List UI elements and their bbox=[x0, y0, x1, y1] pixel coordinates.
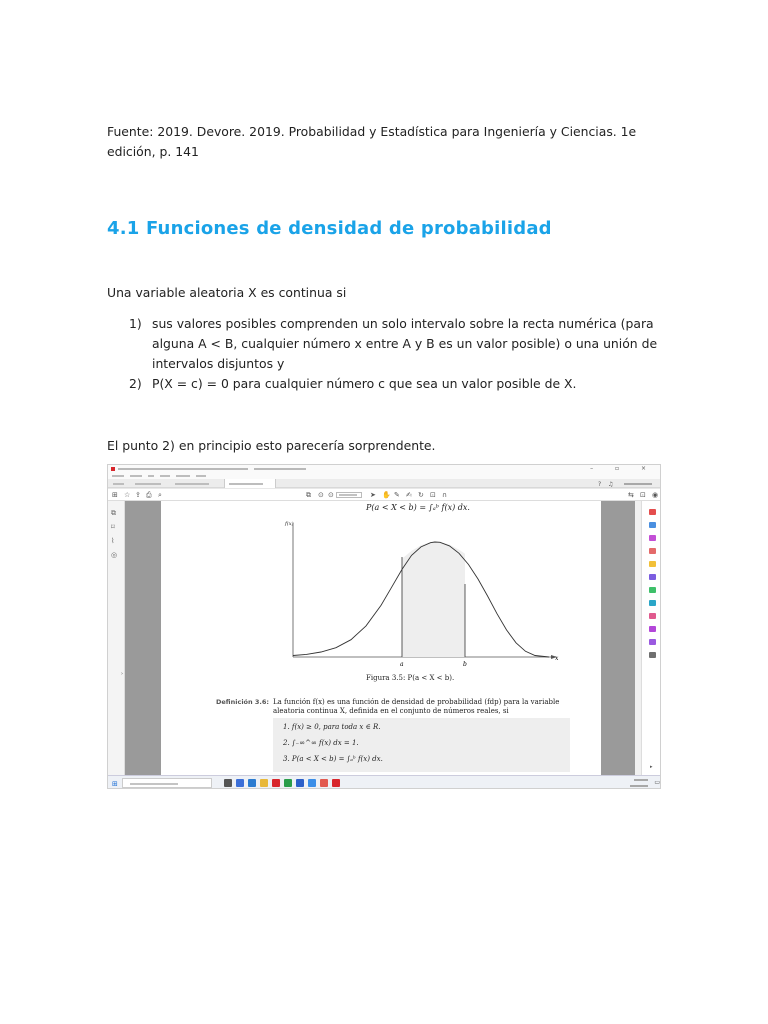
edit-pdf-icon[interactable] bbox=[649, 522, 656, 528]
window-controls[interactable]: – ▫ × bbox=[590, 465, 656, 472]
condition-text: sus valores posibles comprenden un solo intervalo sobre la recta numérica (para alguna A < B, cualquier número x entre A y B es un valor posible) o una unión de intervalos disjuntos y bbox=[152, 316, 658, 371]
collapse-right-icon[interactable]: ▸ bbox=[650, 764, 653, 770]
compress-icon[interactable] bbox=[649, 639, 656, 645]
expand-left-icon[interactable]: › bbox=[121, 671, 123, 677]
next-page-icon[interactable]: ⊙ bbox=[328, 491, 334, 499]
condition-number: 1) bbox=[129, 316, 142, 331]
section-heading: 4.1 Funciones de densidad de probabilidad bbox=[107, 218, 552, 239]
pdf-page[interactable] bbox=[161, 501, 601, 775]
rotate-icon[interactable]: ↻ bbox=[418, 491, 424, 499]
lock-icon[interactable]: ⊡ bbox=[640, 491, 646, 499]
viewer-margin-right bbox=[601, 501, 635, 775]
attachment-icon[interactable]: ⌇ bbox=[111, 537, 115, 545]
notifications-icon[interactable]: ▭ bbox=[654, 779, 660, 786]
more-tools-icon[interactable] bbox=[649, 652, 656, 658]
sign-in-glyphs bbox=[624, 479, 654, 488]
excel-icon[interactable] bbox=[284, 779, 292, 787]
tab-bar bbox=[108, 479, 661, 488]
chrome-icon[interactable] bbox=[272, 779, 280, 787]
sign-icon[interactable]: ✍ bbox=[406, 491, 412, 499]
word-icon[interactable] bbox=[296, 779, 304, 787]
acrobat-logo-icon bbox=[111, 467, 115, 471]
outlook-icon[interactable] bbox=[308, 779, 316, 787]
definition-item: 1. f(x) ≥ 0, para toda x ∈ R. bbox=[283, 723, 381, 731]
y-axis-label: f(x) bbox=[285, 521, 294, 527]
task-view-icon[interactable] bbox=[224, 779, 232, 787]
source-citation: Fuente: 2019. Devore. 2019. Probabilidad y Estadística para Ingeniería y Ciencias. 1e edición, p. 141 bbox=[107, 124, 637, 159]
edge-icon[interactable] bbox=[248, 779, 256, 787]
fill-sign-icon[interactable] bbox=[649, 613, 656, 619]
prev-page-icon[interactable]: ⊙ bbox=[318, 491, 324, 499]
search-icon[interactable]: ⌕ bbox=[158, 491, 162, 499]
window-title-glyphs bbox=[118, 465, 308, 473]
condition-item bbox=[107, 374, 667, 394]
condition-number: 2) bbox=[129, 376, 142, 391]
explorer-icon[interactable] bbox=[260, 779, 268, 787]
create-icon[interactable]: ⊞ bbox=[112, 491, 118, 499]
integral-formula: P(a < X < b) = ∫ₐᵇ f(x) dx. bbox=[366, 503, 470, 512]
x-axis-label: x bbox=[555, 655, 559, 662]
tray-clock-glyphs bbox=[630, 778, 650, 789]
comment-icon[interactable] bbox=[649, 561, 656, 567]
windows-taskbar bbox=[108, 775, 661, 789]
figure-caption: Figura 3.5: P(a < X < b). bbox=[366, 674, 455, 682]
toolbar bbox=[108, 489, 661, 501]
combine-icon[interactable] bbox=[649, 548, 656, 554]
copy-icon[interactable]: ⧉ bbox=[306, 491, 311, 499]
pointer-icon[interactable]: ➤ bbox=[370, 491, 376, 499]
help-icon[interactable]: ? bbox=[598, 481, 602, 488]
bookmarks-icon[interactable]: ⌑ bbox=[111, 523, 115, 531]
density-curve-figure bbox=[281, 523, 561, 673]
layers-icon[interactable]: ◎ bbox=[111, 551, 118, 559]
bell-icon[interactable]: ♫ bbox=[608, 481, 614, 488]
definition-items bbox=[283, 721, 383, 769]
create-pdf-icon[interactable] bbox=[649, 535, 656, 541]
bookmark-icon[interactable]: ☆ bbox=[124, 491, 131, 499]
protect-icon[interactable] bbox=[649, 600, 656, 606]
remark-paragraph: El punto 2) en principio esto parecería sorprendente. bbox=[107, 438, 436, 453]
thumbnails-icon[interactable]: ⧉ bbox=[111, 509, 116, 517]
taskbar-search-glyphs bbox=[130, 782, 180, 786]
account-icon[interactable]: ◉ bbox=[652, 491, 659, 499]
embedded-screenshot bbox=[107, 464, 661, 789]
windows-start-icon[interactable]: ⊞ bbox=[112, 780, 118, 788]
viewer-margin-left bbox=[125, 501, 161, 775]
tick-b: b bbox=[463, 661, 467, 668]
dropbox-icon[interactable] bbox=[236, 779, 244, 787]
upload-icon[interactable]: ⇪ bbox=[135, 491, 141, 499]
print-icon[interactable]: ⎙ bbox=[146, 491, 152, 499]
definition-item: 2. ∫₋∞^∞ f(x) dx = 1. bbox=[283, 739, 359, 747]
acrobat-taskbar-icon[interactable] bbox=[332, 779, 340, 787]
tab-glyphs bbox=[108, 479, 276, 488]
tick-a: a bbox=[400, 661, 404, 668]
powerpoint-icon[interactable] bbox=[320, 779, 328, 787]
tools-rail bbox=[641, 501, 661, 775]
condition-text: P(X = c) = 0 para cualquier número c que sea un valor posible de X. bbox=[152, 376, 577, 391]
condition-item bbox=[107, 314, 667, 374]
page-indicator-glyphs bbox=[339, 493, 359, 497]
definition-label: Definición 3.6: bbox=[216, 698, 270, 706]
read-aloud-icon[interactable]: ∩ bbox=[442, 491, 448, 499]
pen-icon[interactable]: ✎ bbox=[394, 491, 400, 499]
definition-item: 3. P(a < X < b) = ∫ₐᵇ f(x) dx. bbox=[283, 755, 383, 763]
window-titlebar bbox=[108, 465, 661, 473]
left-nav-rail bbox=[108, 501, 125, 775]
fit-page-icon[interactable]: ⊡ bbox=[430, 491, 436, 499]
conditions-list bbox=[107, 314, 667, 394]
hand-icon[interactable]: ✋ bbox=[382, 491, 391, 499]
share-icon[interactable]: ⇆ bbox=[628, 491, 634, 499]
shaded-area bbox=[402, 542, 465, 658]
organize-icon[interactable] bbox=[649, 574, 656, 580]
intro-paragraph: Una variable aleatoria X es continua si bbox=[107, 285, 347, 300]
export-pdf-icon[interactable] bbox=[649, 509, 656, 515]
send-sign-icon[interactable] bbox=[649, 626, 656, 632]
definition-text: La función f(x) es una función de densidad de probabilidad (fdp) para la variable aleatoria continua X, definida en el conjunto de números reales, si bbox=[273, 698, 560, 715]
scan-icon[interactable] bbox=[649, 587, 656, 593]
